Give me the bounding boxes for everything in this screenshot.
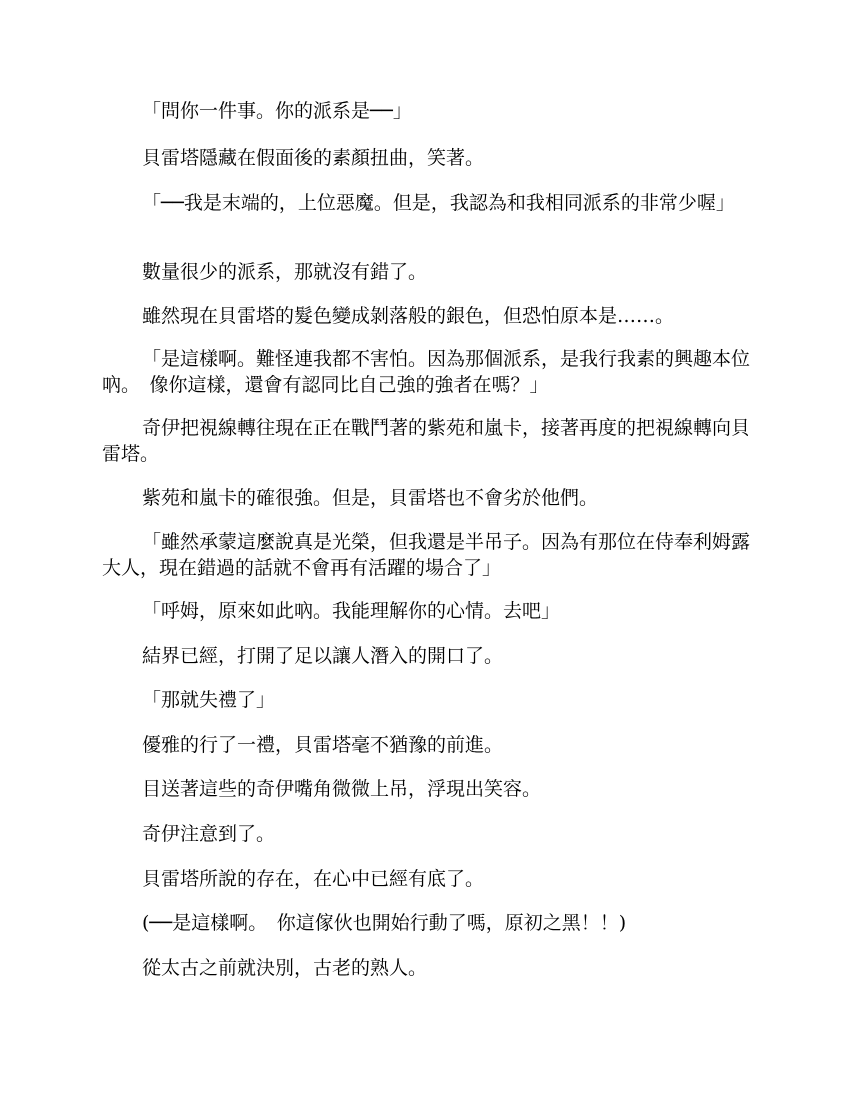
paragraph: 「雖然承蒙這麼說真是光榮，但我還是半吊子。因為有那位在侍奉利姆露大人，現在錯過的話就不會再有活躍的場合了」	[102, 531, 751, 579]
paragraph: 從太古之前就決別，古老的熟人。	[142, 957, 428, 979]
paragraph: 奇伊把視線轉往現在正在戰鬥著的紫苑和嵐卡，接著再度的把視線轉向貝雷塔。	[102, 417, 751, 465]
paragraph: 貝雷塔所說的存在，在心中已經有底了。	[142, 868, 485, 890]
paragraph: 「是這樣啊。難怪連我都不害怕。因為那個派系，是我行我素的興趣本位吶。 像你這樣，還會有認同比自己強的強者在嗎？」	[102, 348, 751, 396]
paragraph: 優雅的行了一禮，貝雷塔毫不猶豫的前進。	[142, 734, 504, 756]
paragraph: 「問你一件事。你的派系是──」	[142, 100, 412, 122]
paragraph: (──是這樣啊。 你這傢伙也開始行動了嗎，原初之黑！！)	[142, 912, 627, 934]
paragraph: 奇伊注意到了。	[142, 823, 276, 845]
paragraph: 「──我是末端的，上位惡魔。但是，我認為和我相同派系的非常少喔」	[142, 192, 735, 214]
paragraph: 目送著這些的奇伊嘴角微微上吊，浮現出笑容。	[142, 778, 542, 800]
paragraph: 結界已經，打開了足以讓人潛入的開口了。	[142, 645, 504, 667]
paragraph: 紫苑和嵐卡的確很強。但是，貝雷塔也不會劣於他們。	[142, 487, 599, 509]
paragraph: 貝雷塔隱藏在假面後的素顏扭曲，笑著。	[142, 147, 485, 169]
paragraph: 「那就失禮了」	[142, 689, 276, 711]
paragraph: 「呼姆，原來如此吶。我能理解你的心情。去吧」	[142, 600, 561, 622]
paragraph: 數量很少的派系，那就沒有錯了。	[142, 261, 428, 283]
paragraph: 雖然現在貝雷塔的髮色變成剝落般的銀色，但恐怕原本是……。	[142, 305, 675, 327]
